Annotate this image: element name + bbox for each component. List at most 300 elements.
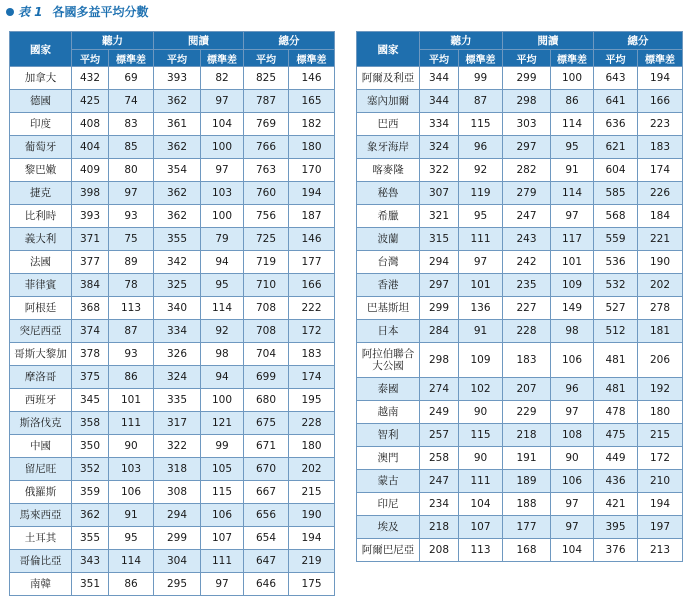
- total-mean-cell: 568: [594, 205, 638, 228]
- total-mean-cell: 643: [594, 67, 638, 90]
- listening-std-cell: 74: [109, 90, 154, 113]
- table-row: [357, 228, 683, 251]
- reading-mean-cell: 247: [503, 205, 551, 228]
- total-std-cell: 223: [638, 113, 683, 136]
- listening-std-cell: 115: [459, 113, 503, 136]
- reading-mean-cell: 340: [154, 297, 201, 320]
- listening-mean-cell: 378: [72, 343, 109, 366]
- table-row: [357, 274, 683, 297]
- listening-mean-cell: 298: [420, 343, 459, 378]
- reading-mean-cell: 282: [503, 159, 551, 182]
- reading-mean-cell: 317: [154, 412, 201, 435]
- table-row: [357, 297, 683, 320]
- total-mean-cell: 719: [244, 251, 289, 274]
- reading-std-header: 標準差: [551, 50, 594, 67]
- table-row: [357, 516, 683, 539]
- listening-mean-cell: 359: [72, 481, 109, 504]
- reading-std-cell: 100: [551, 67, 594, 90]
- total-mean-cell: 675: [244, 412, 289, 435]
- reading-std-cell: 117: [551, 228, 594, 251]
- total-std-header: 標準差: [289, 50, 335, 67]
- total-mean-cell: 667: [244, 481, 289, 504]
- total-mean-cell: 710: [244, 274, 289, 297]
- listening-std-cell: 96: [459, 136, 503, 159]
- total-std-cell: 210: [638, 470, 683, 493]
- listening-mean-cell: 322: [420, 159, 459, 182]
- listening-std-cell: 102: [459, 378, 503, 401]
- table-row: [357, 539, 683, 562]
- listening-std-cell: 113: [109, 297, 154, 320]
- listening-std-cell: 92: [459, 159, 503, 182]
- listening-mean-header: 平均: [72, 50, 109, 67]
- listening-std-cell: 97: [459, 251, 503, 274]
- reading-std-header: 標準差: [201, 50, 244, 67]
- reading-std-cell: 97: [551, 401, 594, 424]
- table-row: [357, 493, 683, 516]
- total-std-cell: 172: [289, 320, 335, 343]
- reading-mean-cell: 393: [154, 67, 201, 90]
- table-row: [10, 435, 335, 458]
- listening-mean-cell: 334: [420, 113, 459, 136]
- reading-mean-cell: 334: [154, 320, 201, 343]
- listening-std-cell: 109: [459, 343, 503, 378]
- total-std-cell: 172: [638, 447, 683, 470]
- total-std-cell: 177: [289, 251, 335, 274]
- table-row: [10, 481, 335, 504]
- reading-mean-cell: 243: [503, 228, 551, 251]
- country-cell: 喀麥隆: [357, 159, 420, 182]
- table-row: [10, 573, 335, 596]
- total-mean-header: 平均: [594, 50, 638, 67]
- reading-mean-cell: 362: [154, 182, 201, 205]
- reading-mean-cell: 362: [154, 90, 201, 113]
- country-cell: 阿根廷: [10, 297, 72, 320]
- reading-std-cell: 98: [551, 320, 594, 343]
- listening-std-cell: 111: [459, 470, 503, 493]
- listening-header: 聽力: [72, 32, 154, 50]
- reading-mean-cell: 191: [503, 447, 551, 470]
- listening-mean-cell: 297: [420, 274, 459, 297]
- table-row: [10, 320, 335, 343]
- total-std-cell: 202: [289, 458, 335, 481]
- listening-std-cell: 136: [459, 297, 503, 320]
- total-mean-cell: 670: [244, 458, 289, 481]
- listening-mean-cell: 299: [420, 297, 459, 320]
- listening-mean-cell: 398: [72, 182, 109, 205]
- table-row: [10, 297, 335, 320]
- listening-std-cell: 115: [459, 424, 503, 447]
- country-cell: 留尼旺: [10, 458, 72, 481]
- listening-mean-cell: 350: [72, 435, 109, 458]
- table-row: [10, 366, 335, 389]
- listening-std-cell: 91: [459, 320, 503, 343]
- total-mean-cell: 769: [244, 113, 289, 136]
- country-cell: 突尼西亞: [10, 320, 72, 343]
- table-row: [357, 90, 683, 113]
- reading-std-cell: 98: [201, 343, 244, 366]
- table-row: [10, 182, 335, 205]
- total-std-cell: 215: [638, 424, 683, 447]
- total-mean-cell: 376: [594, 539, 638, 562]
- total-std-cell: 170: [289, 159, 335, 182]
- reading-std-cell: 100: [201, 205, 244, 228]
- total-mean-cell: 475: [594, 424, 638, 447]
- listening-header: 聽力: [420, 32, 503, 50]
- listening-mean-cell: 374: [72, 320, 109, 343]
- reading-std-cell: 82: [201, 67, 244, 90]
- reading-header: 閱讀: [154, 32, 244, 50]
- listening-mean-cell: 408: [72, 113, 109, 136]
- listening-std-cell: 90: [459, 401, 503, 424]
- listening-mean-cell: 247: [420, 470, 459, 493]
- score-table-right: [356, 31, 683, 562]
- reading-mean-cell: 325: [154, 274, 201, 297]
- listening-mean-cell: 345: [72, 389, 109, 412]
- table-row: [10, 251, 335, 274]
- listening-mean-cell: 358: [72, 412, 109, 435]
- country-cell: 加拿大: [10, 67, 72, 90]
- total-std-cell: 221: [638, 228, 683, 251]
- total-std-cell: 195: [289, 389, 335, 412]
- total-mean-cell: 787: [244, 90, 289, 113]
- reading-std-cell: 103: [201, 182, 244, 205]
- listening-std-header: 標準差: [109, 50, 154, 67]
- total-std-cell: 194: [289, 182, 335, 205]
- listening-std-cell: 86: [109, 573, 154, 596]
- reading-mean-cell: 298: [503, 90, 551, 113]
- listening-mean-cell: 404: [72, 136, 109, 159]
- listening-std-cell: 106: [109, 481, 154, 504]
- reading-std-cell: 90: [551, 447, 594, 470]
- listening-mean-cell: 208: [420, 539, 459, 562]
- listening-std-cell: 103: [109, 458, 154, 481]
- total-std-cell: 166: [289, 274, 335, 297]
- reading-std-cell: 97: [551, 516, 594, 539]
- reading-mean-header: 平均: [503, 50, 551, 67]
- listening-mean-cell: 218: [420, 516, 459, 539]
- reading-std-cell: 114: [551, 182, 594, 205]
- listening-std-cell: 101: [459, 274, 503, 297]
- reading-std-cell: 92: [201, 320, 244, 343]
- country-cell: 台灣: [357, 251, 420, 274]
- table-row: [357, 401, 683, 424]
- total-mean-cell: 481: [594, 378, 638, 401]
- total-mean-cell: 708: [244, 297, 289, 320]
- listening-std-cell: 113: [459, 539, 503, 562]
- listening-std-cell: 86: [109, 366, 154, 389]
- country-cell: 智利: [357, 424, 420, 447]
- table-row: [10, 550, 335, 573]
- country-cell: 德國: [10, 90, 72, 113]
- reading-std-cell: 97: [551, 205, 594, 228]
- listening-std-cell: 104: [459, 493, 503, 516]
- reading-mean-cell: 324: [154, 366, 201, 389]
- total-mean-cell: 725: [244, 228, 289, 251]
- table-row: [357, 205, 683, 228]
- total-std-cell: 180: [289, 435, 335, 458]
- reading-mean-cell: 295: [154, 573, 201, 596]
- reading-mean-cell: 218: [503, 424, 551, 447]
- reading-std-cell: 97: [551, 493, 594, 516]
- country-cell: 塞內加爾: [357, 90, 420, 113]
- total-std-cell: 184: [638, 205, 683, 228]
- total-mean-cell: 654: [244, 527, 289, 550]
- reading-std-cell: 97: [201, 159, 244, 182]
- reading-std-cell: 94: [201, 251, 244, 274]
- listening-mean-cell: 425: [72, 90, 109, 113]
- reading-std-cell: 104: [201, 113, 244, 136]
- country-cell: 阿爾及利亞: [357, 67, 420, 90]
- total-std-cell: 222: [289, 297, 335, 320]
- country-cell: 土耳其: [10, 527, 72, 550]
- listening-std-header: 標準差: [459, 50, 503, 67]
- reading-std-cell: 106: [551, 470, 594, 493]
- score-table-left: [9, 31, 335, 596]
- reading-std-cell: 105: [201, 458, 244, 481]
- country-cell: 香港: [357, 274, 420, 297]
- table-row: [357, 470, 683, 493]
- table-row: [357, 378, 683, 401]
- country-cell: 西班牙: [10, 389, 72, 412]
- listening-mean-cell: 351: [72, 573, 109, 596]
- reading-std-cell: 108: [551, 424, 594, 447]
- total-mean-cell: 532: [594, 274, 638, 297]
- table-row: [10, 113, 335, 136]
- reading-std-cell: 95: [551, 136, 594, 159]
- listening-mean-cell: 257: [420, 424, 459, 447]
- listening-mean-cell: 393: [72, 205, 109, 228]
- country-cell: 中國: [10, 435, 72, 458]
- total-mean-cell: 646: [244, 573, 289, 596]
- listening-std-cell: 95: [459, 205, 503, 228]
- table-row: [10, 527, 335, 550]
- reading-mean-cell: 303: [503, 113, 551, 136]
- reading-mean-cell: 322: [154, 435, 201, 458]
- total-mean-cell: 527: [594, 297, 638, 320]
- listening-std-cell: 83: [109, 113, 154, 136]
- reading-std-cell: 114: [551, 113, 594, 136]
- listening-std-cell: 87: [109, 320, 154, 343]
- total-mean-cell: 656: [244, 504, 289, 527]
- reading-std-cell: 101: [551, 251, 594, 274]
- listening-mean-cell: 315: [420, 228, 459, 251]
- reading-std-cell: 121: [201, 412, 244, 435]
- table-row: [357, 159, 683, 182]
- table-body-left: [10, 67, 335, 596]
- total-std-cell: 174: [289, 366, 335, 389]
- reading-mean-cell: 361: [154, 113, 201, 136]
- listening-std-cell: 107: [459, 516, 503, 539]
- reading-mean-cell: 183: [503, 343, 551, 378]
- total-mean-cell: 559: [594, 228, 638, 251]
- listening-std-cell: 95: [109, 527, 154, 550]
- total-std-cell: 180: [638, 401, 683, 424]
- listening-std-cell: 97: [109, 182, 154, 205]
- table-row: [357, 67, 683, 90]
- reading-mean-cell: 207: [503, 378, 551, 401]
- country-cell: 印尼: [357, 493, 420, 516]
- listening-mean-cell: 294: [420, 251, 459, 274]
- country-cell: 象牙海岸: [357, 136, 420, 159]
- country-cell: 哥斯大黎加: [10, 343, 72, 366]
- reading-std-cell: 149: [551, 297, 594, 320]
- total-std-cell: 228: [289, 412, 335, 435]
- reading-mean-cell: 294: [154, 504, 201, 527]
- table-row: [10, 67, 335, 90]
- listening-mean-cell: 375: [72, 366, 109, 389]
- listening-mean-cell: 234: [420, 493, 459, 516]
- total-std-cell: 190: [289, 504, 335, 527]
- total-std-cell: 174: [638, 159, 683, 182]
- listening-std-cell: 85: [109, 136, 154, 159]
- total-std-cell: 146: [289, 67, 335, 90]
- total-mean-cell: 647: [244, 550, 289, 573]
- table-row: [10, 136, 335, 159]
- total-std-cell: 215: [289, 481, 335, 504]
- country-cell: 法國: [10, 251, 72, 274]
- reading-mean-cell: 168: [503, 539, 551, 562]
- listening-std-cell: 99: [459, 67, 503, 90]
- listening-mean-header: 平均: [420, 50, 459, 67]
- reading-std-cell: 97: [201, 90, 244, 113]
- country-cell: 葡萄牙: [10, 136, 72, 159]
- total-std-cell: 146: [289, 228, 335, 251]
- reading-mean-cell: 342: [154, 251, 201, 274]
- reading-std-cell: 106: [201, 504, 244, 527]
- total-std-cell: 226: [638, 182, 683, 205]
- total-std-cell: 166: [638, 90, 683, 113]
- table-title: 各國多益平均分數: [52, 5, 149, 19]
- listening-std-cell: 78: [109, 274, 154, 297]
- total-mean-header: 平均: [244, 50, 289, 67]
- table-body-right: [357, 67, 683, 562]
- total-mean-cell: 704: [244, 343, 289, 366]
- country-cell: 澳門: [357, 447, 420, 470]
- total-mean-cell: 756: [244, 205, 289, 228]
- reading-mean-cell: 228: [503, 320, 551, 343]
- listening-std-cell: 114: [109, 550, 154, 573]
- listening-std-cell: 91: [109, 504, 154, 527]
- listening-mean-cell: 362: [72, 504, 109, 527]
- total-header: 總分: [594, 32, 683, 50]
- listening-mean-cell: 274: [420, 378, 459, 401]
- total-mean-cell: 825: [244, 67, 289, 90]
- listening-mean-cell: 284: [420, 320, 459, 343]
- total-mean-cell: 436: [594, 470, 638, 493]
- table-row: [10, 159, 335, 182]
- total-std-cell: 194: [638, 493, 683, 516]
- country-cell: 越南: [357, 401, 420, 424]
- reading-std-cell: 100: [201, 389, 244, 412]
- reading-std-cell: 95: [201, 274, 244, 297]
- listening-std-cell: 93: [109, 205, 154, 228]
- total-mean-cell: 604: [594, 159, 638, 182]
- reading-std-cell: 91: [551, 159, 594, 182]
- listening-std-cell: 101: [109, 389, 154, 412]
- listening-mean-cell: 343: [72, 550, 109, 573]
- listening-std-cell: 87: [459, 90, 503, 113]
- country-cell: 菲律賓: [10, 274, 72, 297]
- listening-mean-cell: 249: [420, 401, 459, 424]
- reading-mean-cell: 335: [154, 389, 201, 412]
- country-cell: 南韓: [10, 573, 72, 596]
- reading-std-cell: 100: [201, 136, 244, 159]
- country-cell: 埃及: [357, 516, 420, 539]
- total-std-cell: 183: [638, 136, 683, 159]
- reading-mean-cell: 188: [503, 493, 551, 516]
- listening-mean-cell: 377: [72, 251, 109, 274]
- listening-std-cell: 90: [109, 435, 154, 458]
- country-cell: 哥倫比亞: [10, 550, 72, 573]
- listening-mean-cell: 352: [72, 458, 109, 481]
- reading-std-cell: 99: [201, 435, 244, 458]
- country-cell: 波蘭: [357, 228, 420, 251]
- reading-mean-cell: 304: [154, 550, 201, 573]
- country-cell: 捷克: [10, 182, 72, 205]
- total-mean-cell: 395: [594, 516, 638, 539]
- table-caption: [6, 3, 149, 20]
- country-cell: 印度: [10, 113, 72, 136]
- reading-mean-cell: 299: [503, 67, 551, 90]
- total-mean-cell: 671: [244, 435, 289, 458]
- table-row: [10, 205, 335, 228]
- table-row: [357, 251, 683, 274]
- table-row: [10, 274, 335, 297]
- country-cell: 日本: [357, 320, 420, 343]
- listening-mean-cell: 344: [420, 67, 459, 90]
- reading-mean-cell: 362: [154, 205, 201, 228]
- listening-std-cell: 69: [109, 67, 154, 90]
- total-mean-cell: 641: [594, 90, 638, 113]
- table-row: [10, 458, 335, 481]
- listening-mean-cell: 432: [72, 67, 109, 90]
- total-std-cell: 180: [289, 136, 335, 159]
- total-mean-cell: 766: [244, 136, 289, 159]
- total-std-cell: 192: [638, 378, 683, 401]
- reading-std-cell: 106: [551, 343, 594, 378]
- country-cell: 巴西: [357, 113, 420, 136]
- country-cell: 阿拉伯聯合大公國: [357, 343, 420, 378]
- country-cell: 俄羅斯: [10, 481, 72, 504]
- reading-std-cell: 97: [201, 573, 244, 596]
- table-row: [10, 504, 335, 527]
- table-row: [357, 343, 683, 378]
- reading-mean-cell: 362: [154, 136, 201, 159]
- country-cell: 比利時: [10, 205, 72, 228]
- country-cell: 義大利: [10, 228, 72, 251]
- reading-std-cell: 96: [551, 378, 594, 401]
- country-cell: 斯洛伐克: [10, 412, 72, 435]
- total-mean-cell: 621: [594, 136, 638, 159]
- country-cell: 秘魯: [357, 182, 420, 205]
- reading-std-cell: 107: [201, 527, 244, 550]
- total-std-cell: 206: [638, 343, 683, 378]
- listening-mean-cell: 368: [72, 297, 109, 320]
- country-header: 國家: [357, 32, 420, 67]
- total-std-cell: 183: [289, 343, 335, 366]
- total-mean-cell: 680: [244, 389, 289, 412]
- listening-mean-cell: 324: [420, 136, 459, 159]
- table-row: [357, 424, 683, 447]
- listening-mean-cell: 321: [420, 205, 459, 228]
- total-mean-cell: 449: [594, 447, 638, 470]
- listening-mean-cell: 355: [72, 527, 109, 550]
- reading-mean-cell: 299: [154, 527, 201, 550]
- table-row: [10, 343, 335, 366]
- reading-mean-cell: 189: [503, 470, 551, 493]
- listening-std-cell: 90: [459, 447, 503, 470]
- reading-std-cell: 114: [201, 297, 244, 320]
